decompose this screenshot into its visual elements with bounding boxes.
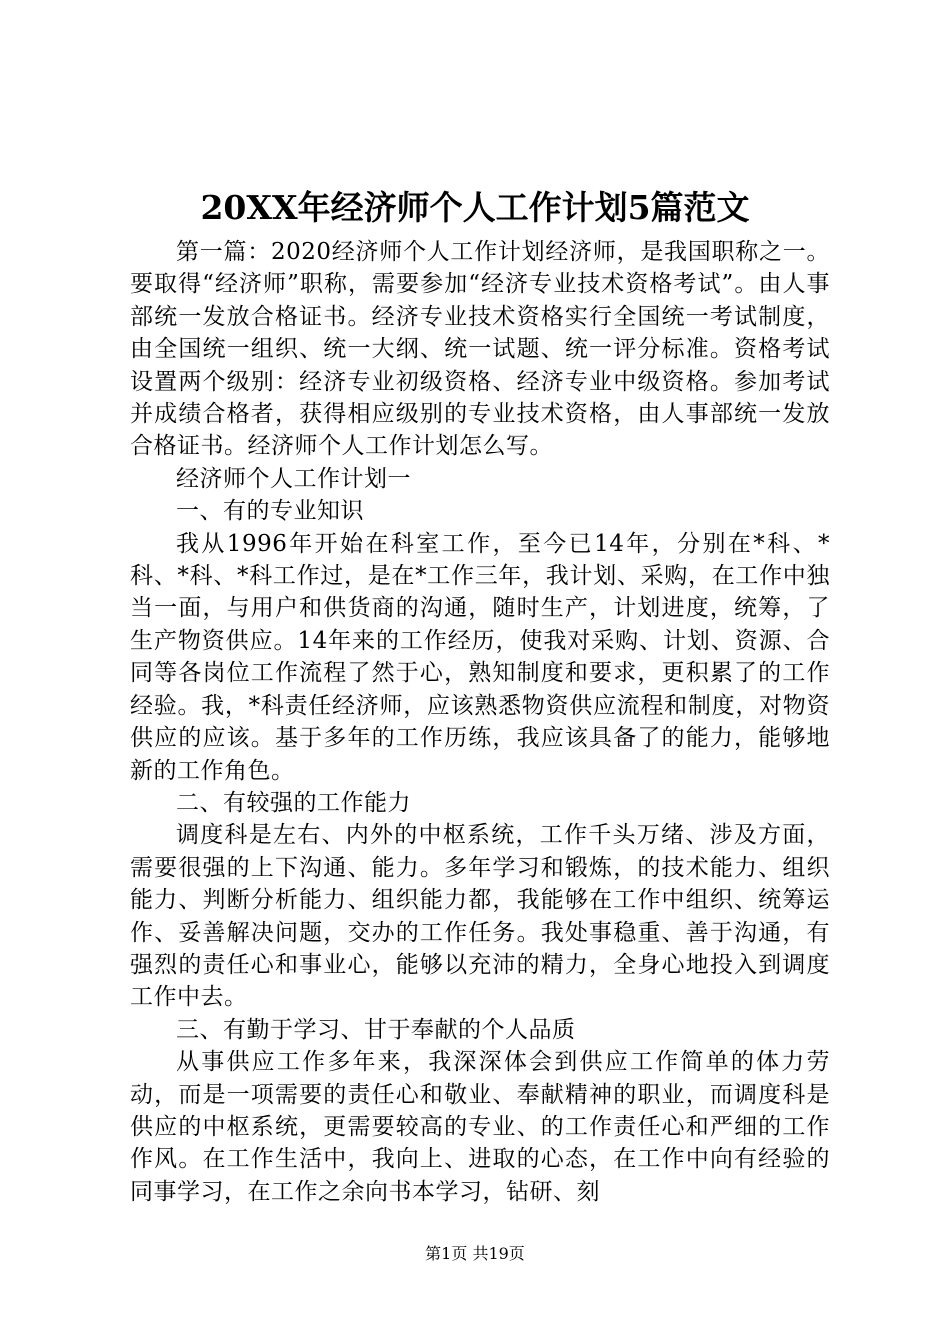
paragraph-section-3: 从事供应工作多年来，我深深体会到供应工作简单的体力劳动，而是一项需要的责任心和敬业、奉献精神的职业，而调度科是供应的中枢系统，更需要较高的专业、的工作责任心和严细的工作作风。在工作生活中，我向上、进取的心态，在工作中向有经验的同事学习，在工作之余向书本学习，钻研、刻 xyxy=(130,1049,830,1205)
section-heading-2: 二、有较强的工作能力 xyxy=(176,789,411,816)
section-heading-3: 三、有勤于学习、甘于奉献的个人品质 xyxy=(176,1016,576,1043)
document-body xyxy=(130,236,830,1208)
paragraph-plan-heading: 经济师个人工作计划一 xyxy=(176,465,411,492)
paragraph-intro: 第一篇：2020经济师个人工作计划经济师，是我国职称之一。要取得“经济师”职称，需要参加“经济专业技术资格考试”。由人事部统一发放合格证书。经济专业技术资格实行全国统一考试制度，由全国统一组织、统一大纲、统一试题、统一评分标准。资格考试设置两个级别：经济专业初级资格、经济专业中级资格。参加考试并成绩合格者，获得相应级别的专业技术资格，由人事部统一发放合格证书。经济师个人工作计划怎么写。 xyxy=(130,239,830,460)
document-title: 20XX年经济师个人工作计划5篇范文 xyxy=(200,188,750,227)
paragraph-section-1: 我从1996年开始在科室工作，至今已14年，分别在*科、*科、*科、*科工作过，是在*工作三年，我计划、采购，在工作中独当一面，与用户和供货商的沟通，随时生产，计划进度，统筹，了生产物资供应。14年来的工作经历，使我对采购、计划、资源、合同等各岗位工作流程了然于心，熟知制度和要求，更积累了的工作经验。我，*科责任经济师，应该熟悉物资供应流程和制度，对物资供应的应该。基于多年的工作历练，我应该具备了的能力，能够地新的工作角色。 xyxy=(130,530,830,784)
page-number-footer: 第1页 共19页 xyxy=(425,1244,525,1263)
section-heading-1: 一、有的专业知识 xyxy=(176,498,364,525)
paragraph-section-2: 调度科是左右、内外的中枢系统，工作千头万绪、涉及方面，需要很强的上下沟通、能力。多年学习和锻炼，的技术能力、组织能力、判断分析能力、组织能力都，我能够在工作中组织、统筹运作、妥善解决问题，交办的工作任务。我处事稳重、善于沟通，有强烈的责任心和事业心，能够以充沛的精力，全身心地投入到调度工作中去。 xyxy=(130,822,830,1011)
